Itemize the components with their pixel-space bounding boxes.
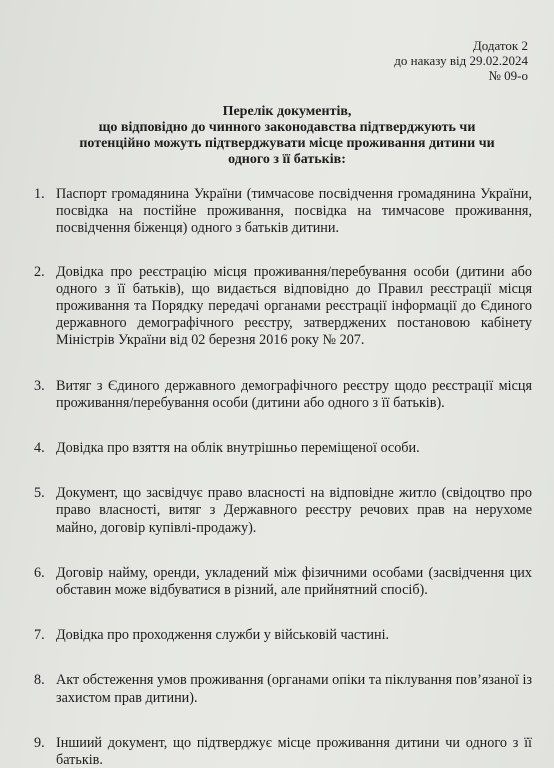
list-item	[34, 378, 532, 412]
list-item	[34, 440, 532, 457]
list-item	[34, 735, 532, 768]
title-line-3: потенційно можуть підтверджувати місце проживання дитини чи	[79, 136, 495, 151]
item-text: Паспорт громадянина України (тимчасове посвідчення громадянина України, посвідка на постійне проживання, посвідка на тимчасове проживання, посвідчення біженця) одного з батьків дитини.	[56, 186, 532, 237]
list-item	[34, 565, 532, 599]
item-number: 5.	[34, 485, 45, 502]
item-number: 1.	[34, 186, 45, 202]
item-number: 4.	[34, 440, 45, 457]
list-item	[34, 485, 532, 537]
item-text: Довідка про реєстрацію місця проживання/перебування особи (дитини або одного з її батьків), що видається відповідно до Правил реєстрації місця проживання та Порядку передачі органами реєстрації інформації до Єдиного державного демографічного реєстру, затверджених постановою кабінету Міністрів України від 02 березня 2016 року № 207.	[56, 263, 532, 349]
order-number: № 09-о	[488, 68, 528, 83]
documents-list	[34, 186, 532, 768]
list-item	[34, 672, 532, 706]
order-reference: до наказу від 29.02.2024	[394, 53, 528, 68]
item-text: Іншиий документ, що підтверджує місце проживання дитини чи одного з її батьків.	[56, 734, 532, 768]
title-line-2: що відповідно до чинного законодавства підтверджують чи	[98, 120, 476, 135]
item-number: 3.	[34, 377, 45, 394]
item-number: 9.	[34, 734, 45, 751]
item-text: Витяг з Єдиного державного демографічного реєстру щодо реєстрації місця проживання/перебування особи (дитини або одного з її батьків).	[56, 377, 532, 411]
title-line-4: одного з її батьків:	[228, 152, 346, 167]
title-line-1: Перелік документів,	[222, 104, 352, 119]
item-number: 8.	[34, 672, 45, 689]
item-text: Довідка про взяття на облік внутрішньо переміщеної особи.	[56, 440, 420, 457]
item-number: 7.	[34, 627, 45, 644]
item-number: 2.	[34, 263, 45, 280]
list-item	[34, 264, 532, 350]
item-text: Акт обстеження умов проживання (органами опіки та піклування пов’язаної із захистом прав дитини).	[56, 672, 532, 706]
list-item	[34, 186, 532, 238]
appendix-header	[394, 38, 528, 83]
item-text: Договір найму, оренди, укладений між фізичними особами (засвідчення цих обставин може відбуватися в різний, але прийнятний спосіб).	[56, 564, 532, 599]
item-number: 6.	[34, 564, 45, 581]
item-text: Документ, що засвідчує право власності на відповідне житло (свідоцтво про право власності, витяг з Державного реєстру речових прав на нерухоме майно, договір купівлі-продажу).	[56, 485, 532, 536]
document-title	[40, 104, 534, 168]
appendix-label: Додаток 2	[472, 38, 528, 53]
item-text: Довідка про проходження служби у військовій частині.	[56, 627, 390, 644]
list-item	[34, 627, 532, 644]
